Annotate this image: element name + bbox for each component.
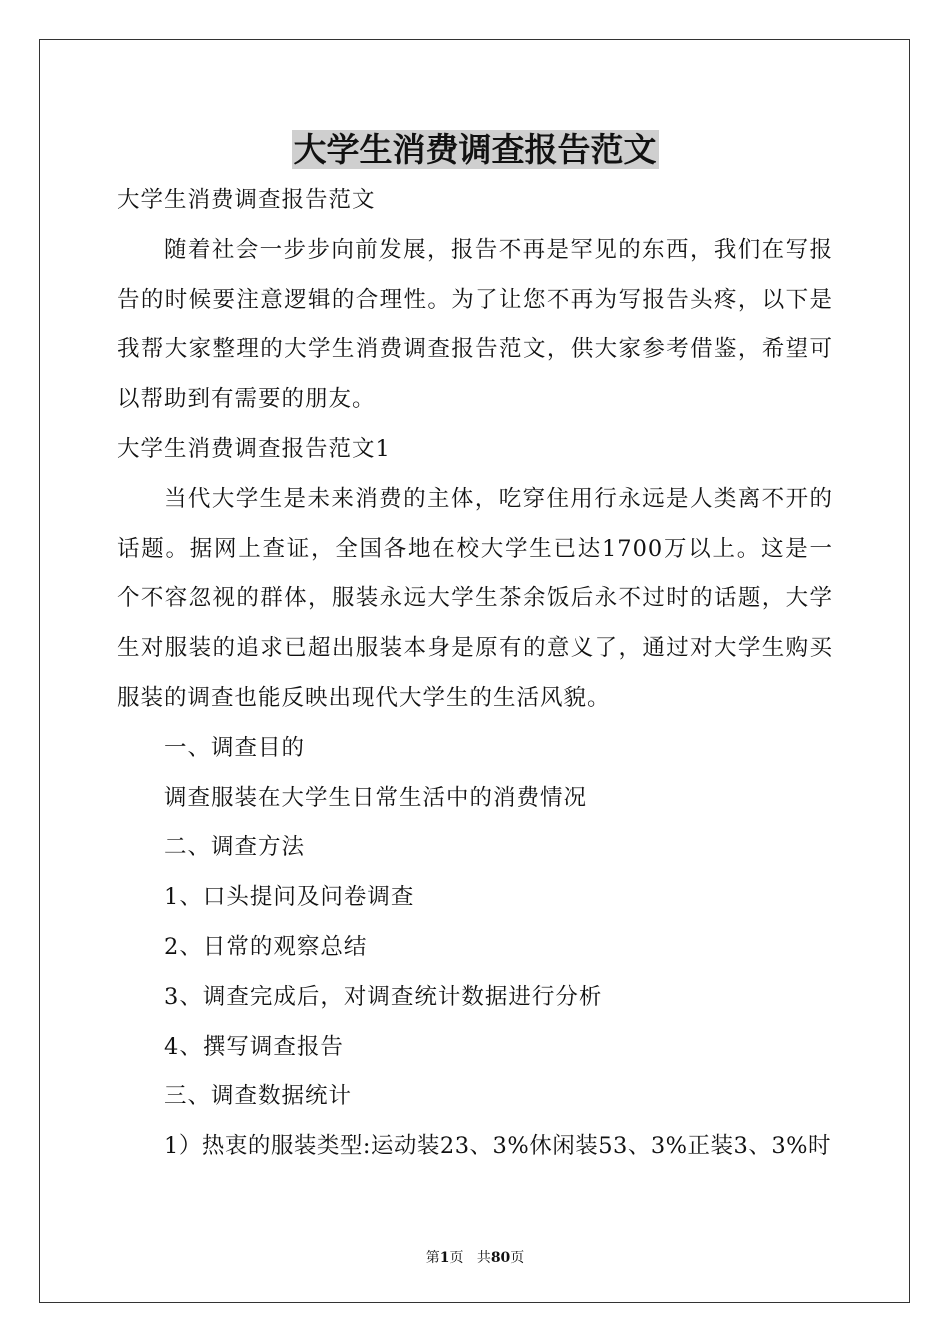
body-paragraph: 4、撰写调查报告 <box>164 1033 344 1060</box>
body-paragraph: 1）热衷的服装类型:运动装23、3%休闲装53、3%正装3、3%时 <box>164 1133 832 1160</box>
document-title <box>0 127 950 173</box>
body-paragraph: 大学生消费调查报告范文1 <box>117 435 391 462</box>
body-paragraph: 大学生消费调查报告范文 <box>117 187 376 213</box>
body-paragraph: 三、调查数据统计 <box>164 1083 353 1110</box>
footer-page-prefix: 第 <box>425 1250 440 1266</box>
footer-page-current: 1 <box>439 1250 450 1266</box>
document-title-text: 大学生消费调查报告范文 <box>293 130 657 169</box>
body-paragraph: 当代大学生是未来消费的主体，吃穿住用行永远是人类离不开的话题。据网上查证，全国各地在校大学生已达1700万以上。这是一个不容忽视的群体，服装永远大学生茶余饭后永不过时的话题，大学生对服装的追求已超出服装本身是原有的意义了，通过对大学生购买服装的调查也能反映出现代大学生的生活风貌。 <box>117 485 833 711</box>
body-paragraph: 二、调查方法 <box>164 834 306 861</box>
document-body <box>117 176 833 1172</box>
body-paragraph: 3、调查完成后，对调查统计数据进行分析 <box>164 983 603 1010</box>
body-paragraph: 1、口头提问及问卷调查 <box>164 884 415 911</box>
body-paragraph: 2、日常的观察总结 <box>164 933 368 960</box>
footer-total-suffix: 页 <box>510 1250 525 1266</box>
body-paragraph: 一、调查目的 <box>164 734 306 761</box>
body-paragraph: 随着社会一步步向前发展，报告不再是罕见的东西，我们在写报告的时候要注意逻辑的合理性。为了让您不再为写报告头疼，以下是我帮大家整理的大学生消费调查报告范文，供大家参考借鉴，希望可以帮助到有需要的朋友。 <box>117 236 833 413</box>
footer-total-prefix: 共 <box>476 1250 491 1266</box>
body-paragraph: 调查服装在大学生日常生活中的消费情况 <box>164 784 588 811</box>
page-footer <box>0 1248 950 1268</box>
footer-page-total: 80 <box>490 1250 511 1266</box>
footer-page-suffix: 页 <box>449 1250 464 1266</box>
